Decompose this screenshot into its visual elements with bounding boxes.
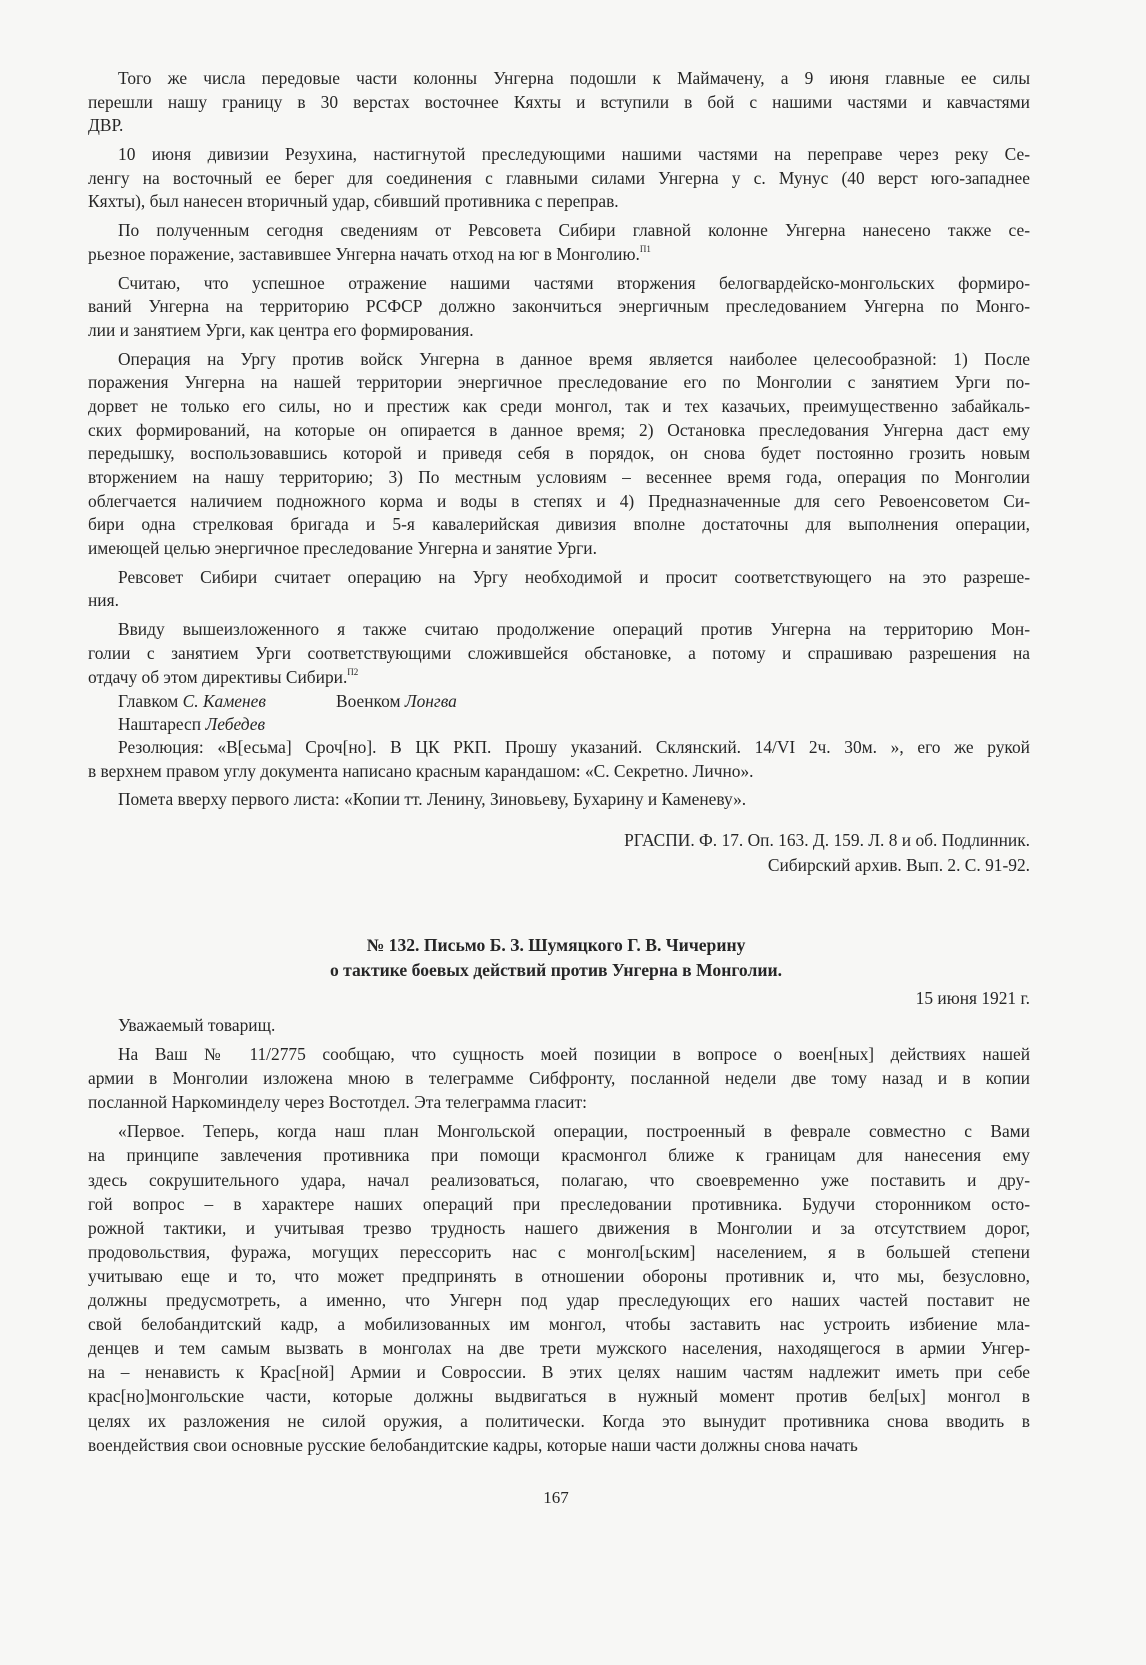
footnote-marker: П1 — [639, 243, 651, 254]
text-line: вторжением на нашу территорию; 3) По местным условиям – весеннее время года, операция по Монголии — [88, 467, 1030, 487]
text-line: передышку, воспользовавшись которой и приведя себя в порядок, он снова будет постоянно грозить новым — [88, 443, 1030, 464]
document-title-line-1: № 132. Письмо Б. З. Шумяцкого Г. В. Чичерину — [366, 935, 746, 955]
text-line: посланной Наркоминделу через Востотдел. Эта телеграмма гласит: — [88, 1092, 587, 1113]
paragraph — [88, 1042, 1030, 1114]
text-line: учитываю еще и то, что может предпринять в отношении обороны противник и, что мы, безусловно, — [88, 1265, 1030, 1286]
text-line: рьезное поражение, заставившее Унгерна начать отход на юг в Монголию.$^{П1}$ — [88, 243, 651, 264]
text-line: отдачу об этом директивы Сибири.$^{П2}$ — [88, 666, 359, 687]
signature-title: Военком — [336, 691, 401, 711]
signature-title: Главком — [118, 691, 179, 711]
text-line: голии с занятием Урги соответствующими сложившейся обстановке, а потому и спрашиваю разрешения на — [88, 642, 1030, 663]
text-line: Считаю, что успешное отражение нашими частями вторжения белогвардейско-монгольских формиро- — [118, 272, 1030, 293]
text-line: свой белобандитский кадр, а мобилизованных им монгол, чтобы заставить нас устроить избиение мла- — [88, 1314, 1030, 1335]
text-line: рожной тактики, и учитывая трезво трудность нашего движения в Монголии и за отсутствием дорог, — [88, 1217, 1030, 1238]
paragraph — [88, 788, 1030, 812]
text-line: Ввиду вышеизложенного я также считаю продолжение операций против Унгерна на территорию Мон- — [118, 619, 1030, 640]
paragraph — [88, 618, 1030, 689]
text-line: перешли нашу границу в 30 верстах восточнее Кяхты и вступили в бой с нашими частями и кавчастями — [88, 91, 1030, 112]
page-number: 167 — [543, 1488, 569, 1507]
text-line: Уважаемый товарищ. — [118, 1015, 276, 1035]
footnote-marker: П2 — [347, 666, 359, 677]
document-body-part-1 — [88, 67, 1030, 689]
text-line: 10 июня дивизии Резухина, настигнутой преследующими нашими частями на переправе через реку Се- — [118, 144, 1030, 165]
text-line: ваний Унгерна на территорию РСФСР должно закончиться энергичным преследованием Унгерна по Монго- — [88, 296, 1030, 317]
paragraph — [88, 566, 1030, 613]
text-line: крас[но]монгольские части, которые должны выдвигаться в нужный момент против бел[ых] монгол в — [88, 1386, 1030, 1407]
text-line: дорвет не только его силы, но и престиж как среди монгол, так и тех казачьих, преимущественно забайкаль- — [88, 395, 1030, 416]
signature-name: С. Каменев — [182, 691, 266, 711]
paragraph — [88, 219, 1030, 266]
text-line: «Первое. Теперь, когда наш план Монгольской операции, построенный в феврале совместно с Вами — [118, 1121, 1030, 1142]
text-line: в верхнем правом углу документа написано красным карандашом: «С. Секретно. Лично». — [88, 760, 754, 781]
document-date: 15 июня 1921 г. — [915, 988, 1030, 1008]
signature-voenkom — [336, 690, 457, 714]
text-line: воендействия свои основные русские белобандитские кадры, которые наши части должны снова начать — [88, 1434, 858, 1455]
paragraph — [88, 143, 1030, 214]
text-line: здесь сокрушительного удара, начал реализоваться, полагаю, что своевременно уже поставить и дру- — [88, 1169, 1030, 1190]
paragraph — [88, 1119, 1030, 1456]
text-line: Того же числа передовые части колонны Унгерна подошли к Маймачену, а 9 июня главные ее силы — [118, 68, 1030, 88]
text-line: должны предусмотреть, а именно, что Унгерн под удар преследующих его наших частей поставит не — [88, 1290, 1030, 1311]
text-line: Операция на Ургу против войск Унгерна в данное время является наиболее целесообразной: 1) После — [118, 348, 1030, 369]
text-line: ленгу на восточный ее берег для соединения с главными силами Унгерна у с. Мунус (40 верст юго-западнее — [88, 167, 1030, 188]
text-line: Помета вверху первого листа: «Копии тт. Ленину, Зиновьеву, Бухарину и Каменеву». — [118, 789, 747, 810]
text-line: ских формирований, на которые он опирается в данное время; 2) Остановка преследования Унгерна даст ему — [88, 419, 1030, 440]
archive-source-1: РГАСПИ. Ф. 17. Оп. 163. Д. 159. Л. 8 и об. Подлинник. — [624, 830, 1030, 850]
document-notes — [88, 736, 1030, 812]
text-line: лии и занятием Урги, как центра его формирования. — [88, 319, 474, 340]
signature-nashtaresp — [118, 713, 265, 737]
signature-title: Наштаресп — [118, 714, 202, 734]
paragraph — [88, 348, 1030, 561]
text-line: Кяхты), был нанесен вторичный удар, сбивший противника с переправ. — [88, 191, 619, 212]
text-line: денцев и тем самым вызвать в монголах на две трети мужского населения, находящегося в армии Унгер- — [88, 1338, 1030, 1359]
paragraph — [88, 736, 1030, 783]
text-line: облегчается наличием подножного корма и воды в степях и 4) Предназначенные для сего Ревоенсоветом Си- — [88, 490, 1030, 511]
text-line: армии в Монголии изложена мною в телеграмме Сибфронту, посланной недели две тому назад и в копии — [88, 1068, 1030, 1089]
signature-glavkom — [118, 690, 266, 714]
text-line: ния. — [88, 590, 119, 611]
text-line: поражения Унгерна на нашей территории энергичное преследование его по Монголии с занятием Урги по- — [88, 372, 1030, 393]
text-line: на принципе завлечения противника при помощи красмонгол ближе к границам для нанесения ему — [88, 1145, 1030, 1166]
text-line: продовольствия, фуража, могущих пересcорить нас с монгол[ьским] населением, я в большей степени — [88, 1241, 1030, 1262]
signature-name: Лебедев — [205, 714, 266, 734]
text-line: целях их разложения не силой оружия, а политически. Когда это вынудит противника снова вводить в — [88, 1410, 1030, 1431]
text-line: гой вопрос – в характере наших операций при преследовании противника. Будучи сторонником осто- — [88, 1193, 1030, 1214]
text-line: Ревсовет Сибири считает операцию на Ургу необходимой и просит соответствующего на это разреше- — [118, 566, 1030, 587]
paragraph — [88, 272, 1030, 343]
text-line: на – ненависть к Крас[ной] Армии и Совроссии. В этих целях нашим частям надлежит иметь при себе — [88, 1362, 1030, 1383]
text-line: На Ваш № 11/2775 сообщаю, что сущность моей позиции в вопросе о воен[ных] действиях нашей — [118, 1044, 1030, 1065]
paragraph — [88, 1013, 1030, 1037]
signature-name: Лонгва — [404, 691, 457, 711]
text-line: По полученным сегодня сведениям от Ревсовета Сибири главной колонне Унгерна нанесено также се- — [118, 220, 1030, 241]
document-body-part-2 — [88, 1013, 1030, 1457]
document-title-line-2: о тактике боевых действий против Унгерна в Монголии. — [329, 960, 783, 980]
text-line: бири одна стрелковая бригада и 5-я кавалерийская дивизия вполне достаточны для выполнения операции, — [88, 514, 1030, 535]
text-line: Резолюция: «В[есьма] Сроч[но]. В ЦК РКП. Прошу указаний. Склянский. 14/VI 2ч. 30м. », его же рукой — [118, 737, 1030, 757]
paragraph — [88, 67, 1030, 138]
archive-source-2: Сибирский архив. Вып. 2. С. 91-92. — [767, 855, 1030, 875]
text-line: имеющей целью энергичное преследование Унгерна и занятие Урги. — [88, 538, 597, 559]
text-line: ДВР. — [88, 115, 124, 136]
